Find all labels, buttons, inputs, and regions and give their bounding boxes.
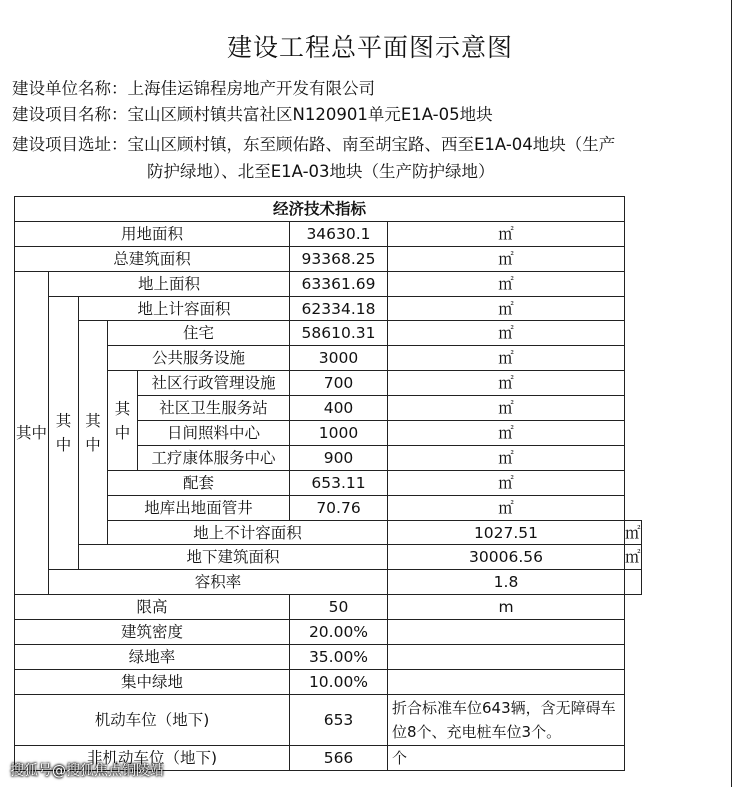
project-site-label: 建设项目选址： <box>12 135 128 154</box>
table-row <box>15 470 642 495</box>
row-unit <box>388 669 625 694</box>
row-value: 62334.18 <box>290 296 388 321</box>
table-row <box>15 645 642 670</box>
row-unit: ㎡ <box>388 221 625 246</box>
row-unit: ㎡ <box>388 470 625 495</box>
row-value: 3000 <box>290 346 388 371</box>
row-value: 653.11 <box>290 470 388 495</box>
table-row <box>15 694 642 745</box>
row-label: 限高 <box>15 595 290 620</box>
page-right-border <box>731 0 732 787</box>
qizhong-level-3: 其中 <box>79 321 108 545</box>
row-label: 集中绿地 <box>15 669 290 694</box>
row-label: 公共服务设施 <box>108 346 290 371</box>
project-site-value-1: 宝山区顾村镇，东至顾佑路、南至胡宝路、西至E1A-04地块（生产 <box>127 135 616 154</box>
qizhong-level-4: 其中 <box>108 371 138 471</box>
row-value: 566 <box>290 745 388 770</box>
row-value: 58610.31 <box>290 321 388 346</box>
row-unit: ㎡ <box>388 371 625 396</box>
row-value: 1027.51 <box>388 520 625 545</box>
row-value: 35.00% <box>290 645 388 670</box>
row-unit <box>625 570 642 595</box>
row-value: 1.8 <box>388 570 625 595</box>
row-unit: m <box>388 595 625 620</box>
row-value: 70.76 <box>290 495 388 520</box>
row-label: 住宅 <box>108 321 290 346</box>
row-label: 地库出地面管井 <box>108 495 290 520</box>
row-unit <box>388 620 625 645</box>
row-unit: ㎡ <box>625 545 642 570</box>
table-header: 经济技术指标 <box>15 197 625 222</box>
row-unit: ㎡ <box>388 421 625 446</box>
table-row <box>15 570 642 595</box>
table-row <box>15 321 642 346</box>
table-row <box>15 669 642 694</box>
row-unit: ㎡ <box>388 246 625 271</box>
row-label: 社区卫生服务站 <box>138 396 290 421</box>
project-site-value-2: 防护绿地）、北至E1A-03地块（生产防护绿地） <box>147 162 495 181</box>
row-value: 63361.69 <box>290 271 388 296</box>
row-label: 用地面积 <box>15 221 290 246</box>
row-unit: ㎡ <box>388 495 625 520</box>
table-row <box>15 545 642 570</box>
row-note: 折合标准车位643辆，含无障碍车位8个、充电桩车位3个。 <box>388 694 625 745</box>
economic-indicators-table <box>14 196 642 771</box>
row-unit: ㎡ <box>388 321 625 346</box>
project-name-line <box>12 102 493 127</box>
watermark: 搜狐号@搜狐焦点铜陵站 <box>10 763 164 779</box>
table-row <box>15 371 642 396</box>
row-value: 900 <box>290 445 388 470</box>
construction-unit-line <box>12 76 375 101</box>
table-row <box>15 246 642 271</box>
row-value: 34630.1 <box>290 221 388 246</box>
row-label: 工疗康体服务中心 <box>138 445 290 470</box>
table-row <box>15 495 642 520</box>
row-unit: ㎡ <box>388 346 625 371</box>
row-value: 30006.56 <box>388 545 625 570</box>
document-title: 建设工程总平面图示意图 <box>226 33 513 62</box>
qizhong-level-1: 其中 <box>15 271 49 595</box>
row-value: 653 <box>290 694 388 745</box>
row-note: 个 <box>388 745 625 770</box>
row-unit: ㎡ <box>625 520 642 545</box>
row-value: 1000 <box>290 421 388 446</box>
table-row <box>15 296 642 321</box>
row-label: 配套 <box>108 470 290 495</box>
row-unit: ㎡ <box>388 445 625 470</box>
row-label: 地下建筑面积 <box>79 545 388 570</box>
construction-unit-label: 建设单位名称： <box>12 79 128 98</box>
row-label: 机动车位（地下) <box>15 694 290 745</box>
row-value: 93368.25 <box>290 246 388 271</box>
table-row <box>15 595 642 620</box>
table-row <box>15 620 642 645</box>
row-label: 绿地率 <box>15 645 290 670</box>
row-label: 社区行政管理设施 <box>138 371 290 396</box>
row-label: 总建筑面积 <box>15 246 290 271</box>
row-value: 50 <box>290 595 388 620</box>
row-label: 地上不计容面积 <box>108 520 388 545</box>
row-label: 非机动车位（地下) <box>15 745 290 770</box>
table-row <box>15 271 642 296</box>
row-unit <box>388 645 625 670</box>
row-unit: ㎡ <box>388 296 625 321</box>
project-name-label: 建设项目名称： <box>12 105 128 124</box>
table-row <box>15 520 642 545</box>
row-label: 建筑密度 <box>15 620 290 645</box>
row-value: 700 <box>290 371 388 396</box>
row-value: 20.00% <box>290 620 388 645</box>
row-value: 10.00% <box>290 669 388 694</box>
row-label: 日间照料中心 <box>138 421 290 446</box>
row-label: 地上面积 <box>49 271 290 296</box>
project-name-value: 宝山区顾村镇共富社区N120901单元E1A-05地块 <box>127 105 493 124</box>
row-unit: ㎡ <box>388 271 625 296</box>
table-row <box>15 346 642 371</box>
row-label: 地上计容面积 <box>79 296 290 321</box>
row-label: 容积率 <box>49 570 388 595</box>
table-row <box>15 221 642 246</box>
project-site-line <box>12 132 615 157</box>
table-row <box>15 197 642 222</box>
construction-unit-value: 上海佳运锦程房地产开发有限公司 <box>127 79 375 98</box>
row-value: 400 <box>290 396 388 421</box>
row-unit: ㎡ <box>388 396 625 421</box>
qizhong-level-2: 其中 <box>49 296 79 570</box>
